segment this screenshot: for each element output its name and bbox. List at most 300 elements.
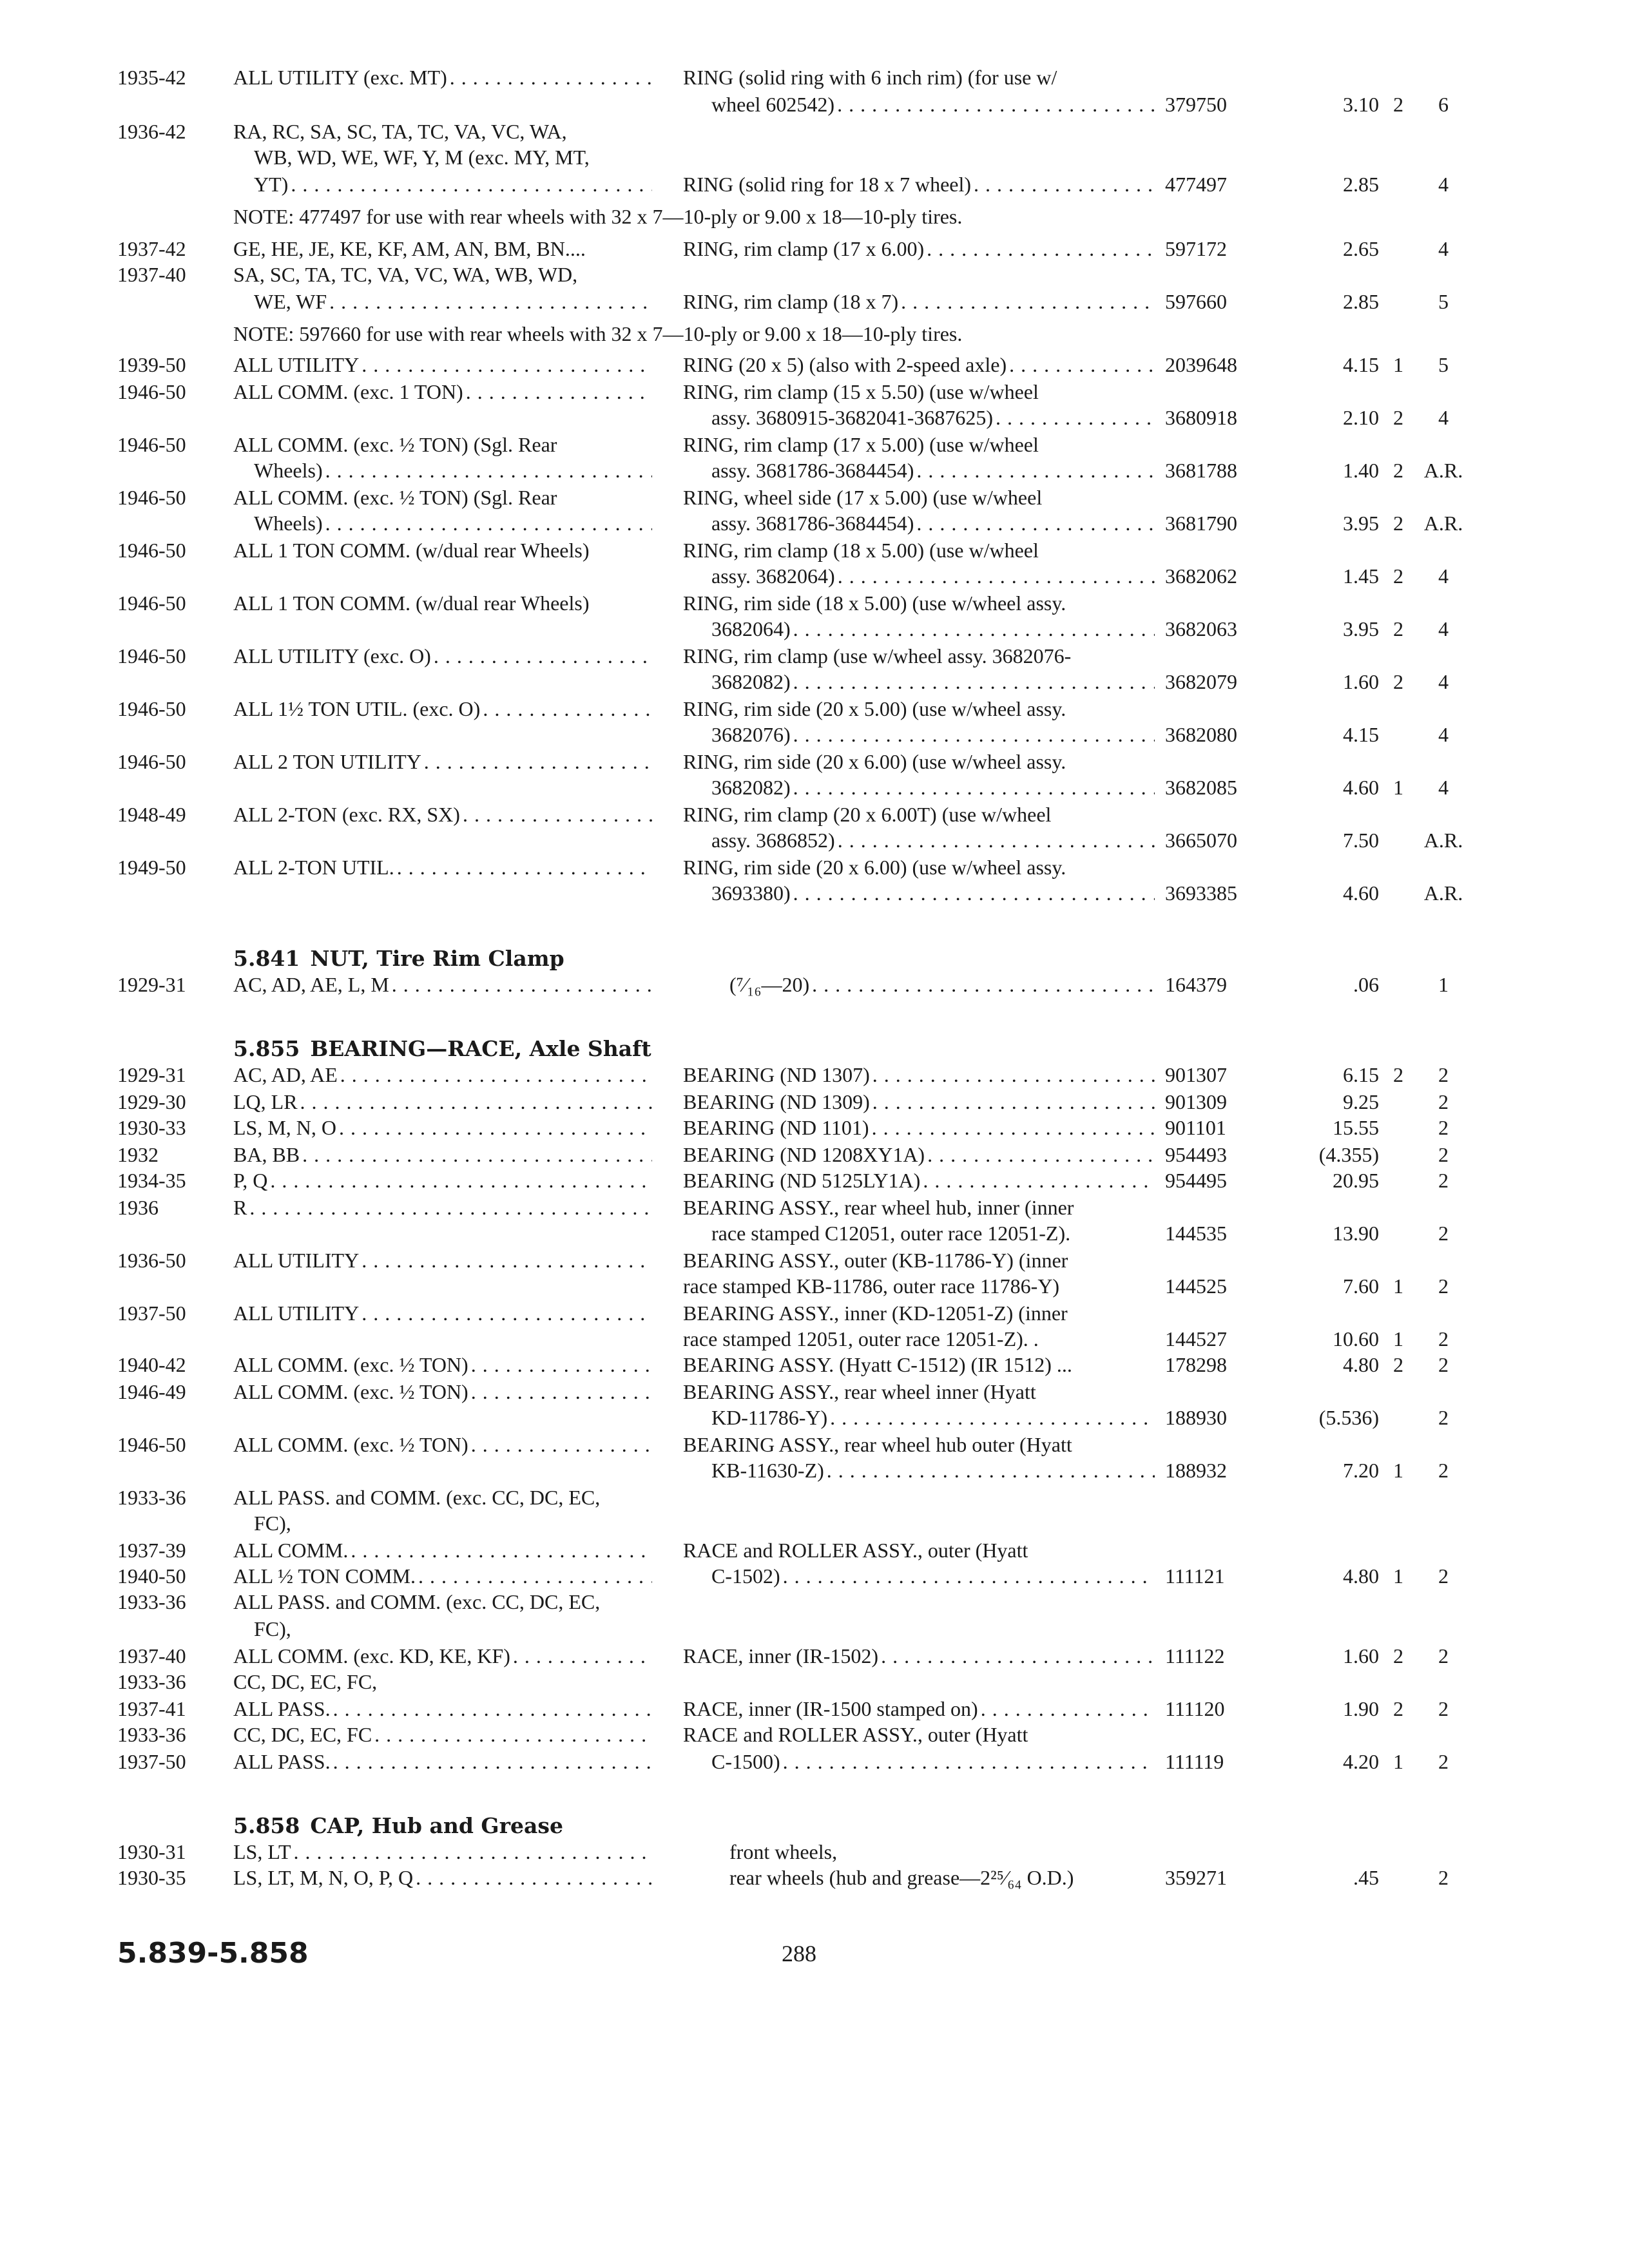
row-qty-b-text: 4	[1438, 723, 1449, 746]
row-description-centered	[729, 1839, 1155, 1865]
row-year	[117, 1062, 214, 1088]
row-description	[683, 696, 1155, 722]
row-model-text: ALL UTILITY	[233, 1249, 360, 1272]
row-price	[1295, 616, 1379, 642]
row-model	[233, 749, 652, 774]
row-year	[117, 1089, 214, 1115]
row-year	[117, 1563, 214, 1589]
row-qty-b-text: A.R.	[1423, 512, 1463, 535]
row-price-text: 3.10	[1343, 93, 1379, 116]
row-year	[117, 1168, 214, 1193]
row-description	[683, 171, 1155, 197]
row-price-text: 15.55	[1333, 1116, 1379, 1139]
row-description-continued-text: assy. 3681786-3684454)	[711, 459, 914, 482]
row-qty-b-text: 4	[1438, 237, 1449, 260]
row-qty-a-text: 1	[1393, 776, 1403, 799]
row-price-text: 2.65	[1343, 237, 1379, 260]
row-year	[117, 590, 214, 616]
row-qty-a	[1385, 1457, 1411, 1483]
row-description-continued	[711, 91, 1155, 117]
row-model	[233, 1749, 652, 1774]
row-price-text: 10.60	[1333, 1327, 1379, 1350]
row-part-number	[1165, 1352, 1275, 1378]
row-price-text: 4.80	[1343, 1564, 1379, 1588]
row-price	[1295, 1142, 1379, 1168]
row-year-text: 1929-31	[117, 1063, 186, 1086]
row-part-number-text: 144535	[1165, 1222, 1227, 1245]
row-year-text: 1937-50	[117, 1750, 186, 1773]
row-description-text: BEARING (ND 1208XY1A)	[683, 1143, 925, 1166]
row-model-text: LS, M, N, O	[233, 1116, 337, 1139]
row-price-text: 3.95	[1343, 512, 1379, 535]
row-description	[683, 64, 1155, 90]
row-description-centered-text: (⁷⁄₁₆—20)	[729, 973, 810, 996]
row-qty-b-text: 2	[1438, 1353, 1449, 1376]
row-description	[683, 1273, 1155, 1299]
row-price-text: 2.85	[1343, 173, 1379, 196]
row-qty-b	[1411, 616, 1476, 642]
row-year	[117, 1379, 214, 1405]
row-year-text: 1936	[117, 1196, 159, 1219]
row-qty-a	[1385, 563, 1411, 589]
row-qty-b	[1411, 510, 1476, 536]
row-description	[683, 1352, 1155, 1378]
row-model	[233, 1089, 652, 1115]
row-description	[683, 802, 1155, 827]
row-model	[233, 1589, 652, 1615]
row-qty-b-text: 5	[1438, 353, 1449, 376]
row-part-number	[1165, 774, 1275, 800]
row-qty-b	[1411, 405, 1476, 430]
row-description-continued	[711, 1457, 1155, 1483]
row-part-number-text: 3682062	[1165, 564, 1237, 588]
row-qty-a-text: 2	[1393, 617, 1403, 640]
row-price	[1295, 880, 1379, 906]
row-price-text: 1.45	[1343, 564, 1379, 588]
row-part-number-text: 111120	[1165, 1697, 1225, 1720]
row-price	[1295, 1865, 1379, 1890]
row-qty-a-text: 2	[1393, 1353, 1403, 1376]
row-part-number-text: 901309	[1165, 1090, 1227, 1113]
row-description-text: BEARING ASSY., outer (KB-11786-Y) (inner	[683, 1249, 1068, 1272]
row-price-text: 2.85	[1343, 290, 1379, 313]
row-year	[117, 1865, 214, 1890]
row-price	[1295, 1643, 1379, 1669]
row-qty-b-text: 2	[1438, 1866, 1449, 1889]
row-year-text: 1937-39	[117, 1539, 186, 1562]
row-description-continued	[711, 1220, 1155, 1246]
section-number: 5.858	[233, 1813, 300, 1838]
row-price-text: 1.60	[1343, 1644, 1379, 1667]
row-qty-a-text: 1	[1393, 1327, 1403, 1350]
row-description-continued	[711, 880, 1155, 906]
row-price-text: (4.355)	[1318, 1143, 1379, 1166]
row-qty-a-text: 2	[1393, 406, 1403, 429]
row-year	[117, 262, 214, 287]
row-price	[1295, 1062, 1379, 1088]
row-part-number-text: 111122	[1165, 1644, 1225, 1667]
row-year-text: 1935-42	[117, 66, 186, 89]
row-year-text: 1932	[117, 1143, 159, 1166]
row-description-centered-text: front wheels,	[729, 1840, 838, 1863]
row-year	[117, 485, 214, 510]
row-description-text: BEARING ASSY. (Hyatt C-1512) (IR 1512) ...	[683, 1353, 1072, 1376]
row-part-number-text: 954495	[1165, 1169, 1227, 1192]
row-model	[233, 1379, 652, 1405]
row-price	[1295, 563, 1379, 589]
row-description	[683, 854, 1155, 880]
row-description	[683, 1168, 1155, 1193]
row-price	[1295, 1115, 1379, 1140]
row-part-number-text: 3682080	[1165, 723, 1237, 746]
row-description	[683, 485, 1155, 510]
row-qty-b-text: 2	[1438, 1274, 1449, 1298]
row-description-continued-text: 3682076)	[711, 723, 791, 746]
row-qty-b-text: A.R.	[1423, 829, 1463, 852]
row-qty-a-text: 2	[1393, 1063, 1403, 1086]
row-model	[233, 1563, 652, 1589]
row-part-number-text: 597172	[1165, 237, 1227, 260]
row-year	[117, 1485, 214, 1510]
row-description-continued-text: 3682064)	[711, 617, 791, 640]
row-part-number	[1165, 1457, 1275, 1483]
row-description-continued-text: assy. 3682064)	[711, 564, 835, 588]
row-qty-a	[1385, 1273, 1411, 1299]
row-description-text: RACE, inner (IR-1502)	[683, 1644, 879, 1667]
row-model	[233, 485, 652, 510]
row-model-text: LS, LT	[233, 1840, 291, 1863]
row-qty-b-text: 2	[1438, 1327, 1449, 1350]
row-price	[1295, 405, 1379, 430]
row-price-text: (5.536)	[1318, 1406, 1379, 1429]
row-year-text: 1937-41	[117, 1697, 186, 1720]
row-qty-a-text: 1	[1393, 1274, 1403, 1298]
row-year-text: 1937-40	[117, 1644, 186, 1667]
row-description	[683, 352, 1155, 378]
row-model	[233, 262, 652, 287]
row-part-number-text: 954493	[1165, 1143, 1227, 1166]
section-title: NUT, Tire Rim Clamp	[310, 946, 564, 971]
row-description	[683, 1432, 1155, 1457]
row-year	[117, 972, 214, 997]
row-model	[233, 802, 652, 827]
row-qty-a-text: 2	[1393, 564, 1403, 588]
row-qty-b-text: 4	[1438, 776, 1449, 799]
row-model-continued	[254, 1510, 652, 1536]
row-year-text: 1948-49	[117, 803, 186, 826]
row-model	[233, 643, 652, 669]
row-price	[1295, 236, 1379, 262]
row-model-text: GE, HE, JE, KE, KF, AM, AN, BM, BN....	[233, 237, 586, 260]
row-part-number	[1165, 1115, 1275, 1140]
row-price	[1295, 1220, 1379, 1246]
row-part-number-text: 3681790	[1165, 512, 1237, 535]
row-price	[1295, 1352, 1379, 1378]
row-description	[683, 1142, 1155, 1168]
row-price	[1295, 1405, 1379, 1430]
row-qty-a	[1385, 774, 1411, 800]
row-qty-b-text: 4	[1438, 564, 1449, 588]
row-part-number	[1165, 1326, 1275, 1352]
row-model-text: R	[233, 1196, 247, 1219]
row-price-text: 3.95	[1343, 617, 1379, 640]
row-description-text: RACE, inner (IR-1500 stamped on)	[683, 1697, 978, 1720]
row-year-text: 1946-50	[117, 697, 186, 720]
row-year	[117, 1749, 214, 1774]
row-part-number-text: 477497	[1165, 173, 1227, 196]
section-title: CAP, Hub and Grease	[310, 1813, 563, 1838]
row-description-text: BEARING ASSY., inner (KD-12051-Z) (inner	[683, 1302, 1068, 1325]
row-description-text: RING, rim side (18 x 5.00) (use w/wheel assy.	[683, 591, 1066, 615]
row-description-text: RING, rim clamp (15 x 5.50) (use w/wheel	[683, 380, 1039, 403]
row-model-continued	[254, 510, 652, 536]
row-model	[233, 1247, 652, 1273]
row-year-text: 1937-42	[117, 237, 186, 260]
row-year	[117, 236, 214, 262]
row-qty-b-text: 4	[1438, 173, 1449, 196]
row-model-text: ALL COMM. (exc. ½ TON)	[233, 1433, 468, 1456]
row-model-text: ALL 2-TON (exc. RX, SX)	[233, 803, 460, 826]
row-qty-a	[1385, 669, 1411, 695]
row-qty-a-text: 1	[1393, 1750, 1403, 1773]
row-description-text: RING, rim side (20 x 6.00) (use w/wheel assy.	[683, 856, 1066, 879]
row-year-text: 1933-36	[117, 1723, 186, 1746]
row-year-text: 1940-50	[117, 1564, 186, 1588]
row-price	[1295, 289, 1379, 314]
row-qty-a	[1385, 1563, 1411, 1589]
row-qty-b-text: 2	[1438, 1090, 1449, 1113]
row-qty-a-text: 1	[1393, 353, 1403, 376]
row-model	[233, 1696, 652, 1722]
row-model-text: ALL COMM. (exc. KD, KE, KF)	[233, 1644, 510, 1667]
row-qty-b-text: 2	[1438, 1459, 1449, 1482]
row-year	[117, 1115, 214, 1140]
row-description-text: BEARING ASSY., rear wheel hub outer (Hyatt	[683, 1433, 1072, 1456]
row-description-continued	[711, 722, 1155, 747]
row-model	[233, 1722, 652, 1747]
row-year	[117, 802, 214, 827]
row-model-text: ALL UTILITY (exc. MT)	[233, 66, 447, 89]
row-description	[683, 1379, 1155, 1405]
row-year-text: 1946-50	[117, 486, 186, 509]
row-qty-b-text: A.R.	[1423, 459, 1463, 482]
row-description-text: RACE and ROLLER ASSY., outer (Hyatt	[683, 1539, 1028, 1562]
row-year-text: 1936-50	[117, 1249, 186, 1272]
row-model-text: P, Q	[233, 1169, 268, 1192]
row-description-continued	[711, 563, 1155, 589]
row-part-number	[1165, 669, 1275, 695]
row-year-text: 1946-50	[117, 1433, 186, 1456]
row-year-text: 1949-50	[117, 856, 186, 879]
row-year	[117, 1352, 214, 1378]
row-part-number-text: 144525	[1165, 1274, 1227, 1298]
row-year-text: 1933-36	[117, 1590, 186, 1613]
row-model-continued-text: WE, WF	[254, 290, 327, 313]
row-price	[1295, 352, 1379, 378]
row-part-number-text: 164379	[1165, 973, 1227, 996]
row-qty-b	[1411, 1405, 1476, 1430]
row-year-text: 1930-35	[117, 1866, 186, 1889]
row-description-continued-text: 3682082)	[711, 670, 791, 693]
row-qty-a	[1385, 457, 1411, 483]
row-description-continued	[711, 1749, 1155, 1774]
row-qty-b	[1411, 722, 1476, 747]
row-part-number-text: 178298	[1165, 1353, 1227, 1376]
row-model	[233, 432, 652, 457]
row-price	[1295, 774, 1379, 800]
row-model-text: ALL UTILITY	[233, 1302, 360, 1325]
row-model	[233, 1142, 652, 1168]
row-description-continued-text: C-1500)	[711, 1750, 780, 1773]
row-model-text: ALL COMM. (exc. ½ TON)	[233, 1380, 468, 1403]
row-part-number-text: 3680918	[1165, 406, 1237, 429]
row-part-number-text: 359271	[1165, 1866, 1227, 1889]
row-description	[683, 236, 1155, 262]
row-qty-b	[1411, 236, 1476, 262]
row-price	[1295, 669, 1379, 695]
row-description-text: BEARING (ND 5125LY1A)	[683, 1169, 921, 1192]
row-model-text: ALL PASS.	[233, 1750, 331, 1773]
row-year	[117, 1300, 214, 1326]
page-number: 288	[782, 1941, 816, 1966]
row-description	[683, 1722, 1155, 1747]
row-model-text: ALL COMM. (exc. ½ TON)	[233, 1353, 468, 1376]
row-model-text: ALL 2-TON UTIL.	[233, 856, 394, 879]
row-description-continued-text: wheel 602542)	[711, 93, 835, 116]
row-qty-a	[1385, 1352, 1411, 1378]
row-part-number-text: 901101	[1165, 1116, 1226, 1139]
row-qty-b-text: 4	[1438, 670, 1449, 693]
row-description-text: RING (solid ring for 18 x 7 wheel)	[683, 173, 972, 196]
row-qty-b	[1411, 289, 1476, 314]
row-part-number	[1165, 457, 1275, 483]
row-part-number	[1165, 563, 1275, 589]
row-year	[117, 1537, 214, 1563]
row-model-continued-text: FC),	[254, 1617, 291, 1640]
row-year	[117, 1142, 214, 1168]
row-qty-b-text: 5	[1438, 290, 1449, 313]
row-description	[683, 643, 1155, 669]
row-part-number	[1165, 352, 1275, 378]
section-heading	[233, 1035, 651, 1063]
row-part-number-text: 188930	[1165, 1406, 1227, 1429]
row-description-text: RING, rim clamp (17 x 6.00)	[683, 237, 925, 260]
row-description-text: BEARING (ND 1101)	[683, 1116, 869, 1139]
row-qty-b	[1411, 1643, 1476, 1669]
row-model-text: LS, LT, M, N, O, P, Q	[233, 1866, 414, 1889]
row-description	[683, 1195, 1155, 1220]
row-model	[233, 64, 652, 90]
row-description-continued-text: assy. 3680915-3682041-3687625)	[711, 406, 993, 429]
row-description-centered	[729, 1865, 1155, 1890]
row-qty-a	[1385, 1643, 1411, 1669]
row-model	[233, 1195, 652, 1220]
row-year-text: 1940-42	[117, 1353, 186, 1376]
row-description	[683, 1300, 1155, 1326]
row-part-number	[1165, 616, 1275, 642]
row-model	[233, 696, 652, 722]
row-price-text: 4.60	[1343, 881, 1379, 905]
row-description-continued	[711, 616, 1155, 642]
row-qty-b-text: 2	[1438, 1169, 1449, 1192]
row-year-text: 1946-50	[117, 539, 186, 562]
row-qty-a-text: 2	[1393, 459, 1403, 482]
row-note-text: NOTE: 597660 for use with rear wheels with 32 x 7—10-ply or 9.00 x 18—10-ply tires.	[233, 322, 963, 345]
row-description-continued-text: KD-11786-Y)	[711, 1406, 828, 1429]
row-description-continued-text: 3693380)	[711, 881, 791, 905]
row-part-number	[1165, 91, 1275, 117]
row-year	[117, 537, 214, 563]
row-description-continued-text: assy. 3681786-3684454)	[711, 512, 914, 535]
row-year	[117, 1247, 214, 1273]
row-model-continued	[254, 1616, 652, 1642]
row-description-continued-text: assy. 3686852)	[711, 829, 835, 852]
row-model	[233, 1485, 652, 1510]
row-qty-b	[1411, 457, 1476, 483]
row-description-text: RACE and ROLLER ASSY., outer (Hyatt	[683, 1723, 1028, 1746]
row-qty-b-text: 2	[1438, 1697, 1449, 1720]
row-price	[1295, 1563, 1379, 1589]
row-price	[1295, 510, 1379, 536]
row-qty-b	[1411, 669, 1476, 695]
row-qty-b-text: 2	[1438, 1644, 1449, 1667]
row-year	[117, 432, 214, 457]
row-part-number-text: 3682085	[1165, 776, 1237, 799]
row-price	[1295, 972, 1379, 997]
row-qty-b	[1411, 1115, 1476, 1140]
row-price-text: 4.60	[1343, 776, 1379, 799]
row-qty-b-text: 6	[1438, 93, 1449, 116]
row-description-continued	[711, 457, 1155, 483]
row-qty-b-text: 4	[1438, 406, 1449, 429]
row-part-number	[1165, 289, 1275, 314]
row-qty-a-text: 1	[1393, 1564, 1403, 1588]
row-description-text: RING, rim clamp (20 x 6.00T) (use w/wheel	[683, 803, 1052, 826]
row-qty-b-text: 2	[1438, 1063, 1449, 1086]
row-part-number-text: 379750	[1165, 93, 1227, 116]
row-year-text: 1929-30	[117, 1090, 186, 1113]
row-model	[233, 1300, 652, 1326]
row-qty-b	[1411, 1326, 1476, 1352]
row-description-text: race stamped 12051, outer race 12051-Z). .	[683, 1327, 1039, 1350]
row-qty-a	[1385, 1326, 1411, 1352]
row-part-number-text: 3682063	[1165, 617, 1237, 640]
row-qty-a	[1385, 91, 1411, 117]
row-model-text: BA, BB	[233, 1143, 300, 1166]
row-description	[683, 1696, 1155, 1722]
row-model-continued-text: Wheels)	[254, 512, 323, 535]
row-qty-b	[1411, 1352, 1476, 1378]
row-part-number	[1165, 1273, 1275, 1299]
row-qty-a-text: 2	[1393, 1697, 1403, 1720]
row-description-text: RING (20 x 5) (also with 2-speed axle)	[683, 353, 1007, 376]
row-year-text: 1946-50	[117, 591, 186, 615]
row-model-text: ALL COMM. (exc. 1 TON)	[233, 380, 463, 403]
row-model-text: ALL PASS.	[233, 1697, 331, 1720]
row-price-text: 20.95	[1333, 1169, 1379, 1192]
row-model-continued	[254, 289, 652, 314]
section-title: BEARING—RACE, Axle Shaft	[310, 1036, 651, 1061]
row-year-text: 1946-50	[117, 644, 186, 668]
row-qty-b	[1411, 352, 1476, 378]
row-qty-a	[1385, 352, 1411, 378]
row-year	[117, 352, 214, 378]
row-description-continued	[711, 774, 1155, 800]
row-model	[233, 1537, 652, 1563]
row-price	[1295, 1168, 1379, 1193]
row-part-number	[1165, 1062, 1275, 1088]
row-description	[683, 432, 1155, 457]
